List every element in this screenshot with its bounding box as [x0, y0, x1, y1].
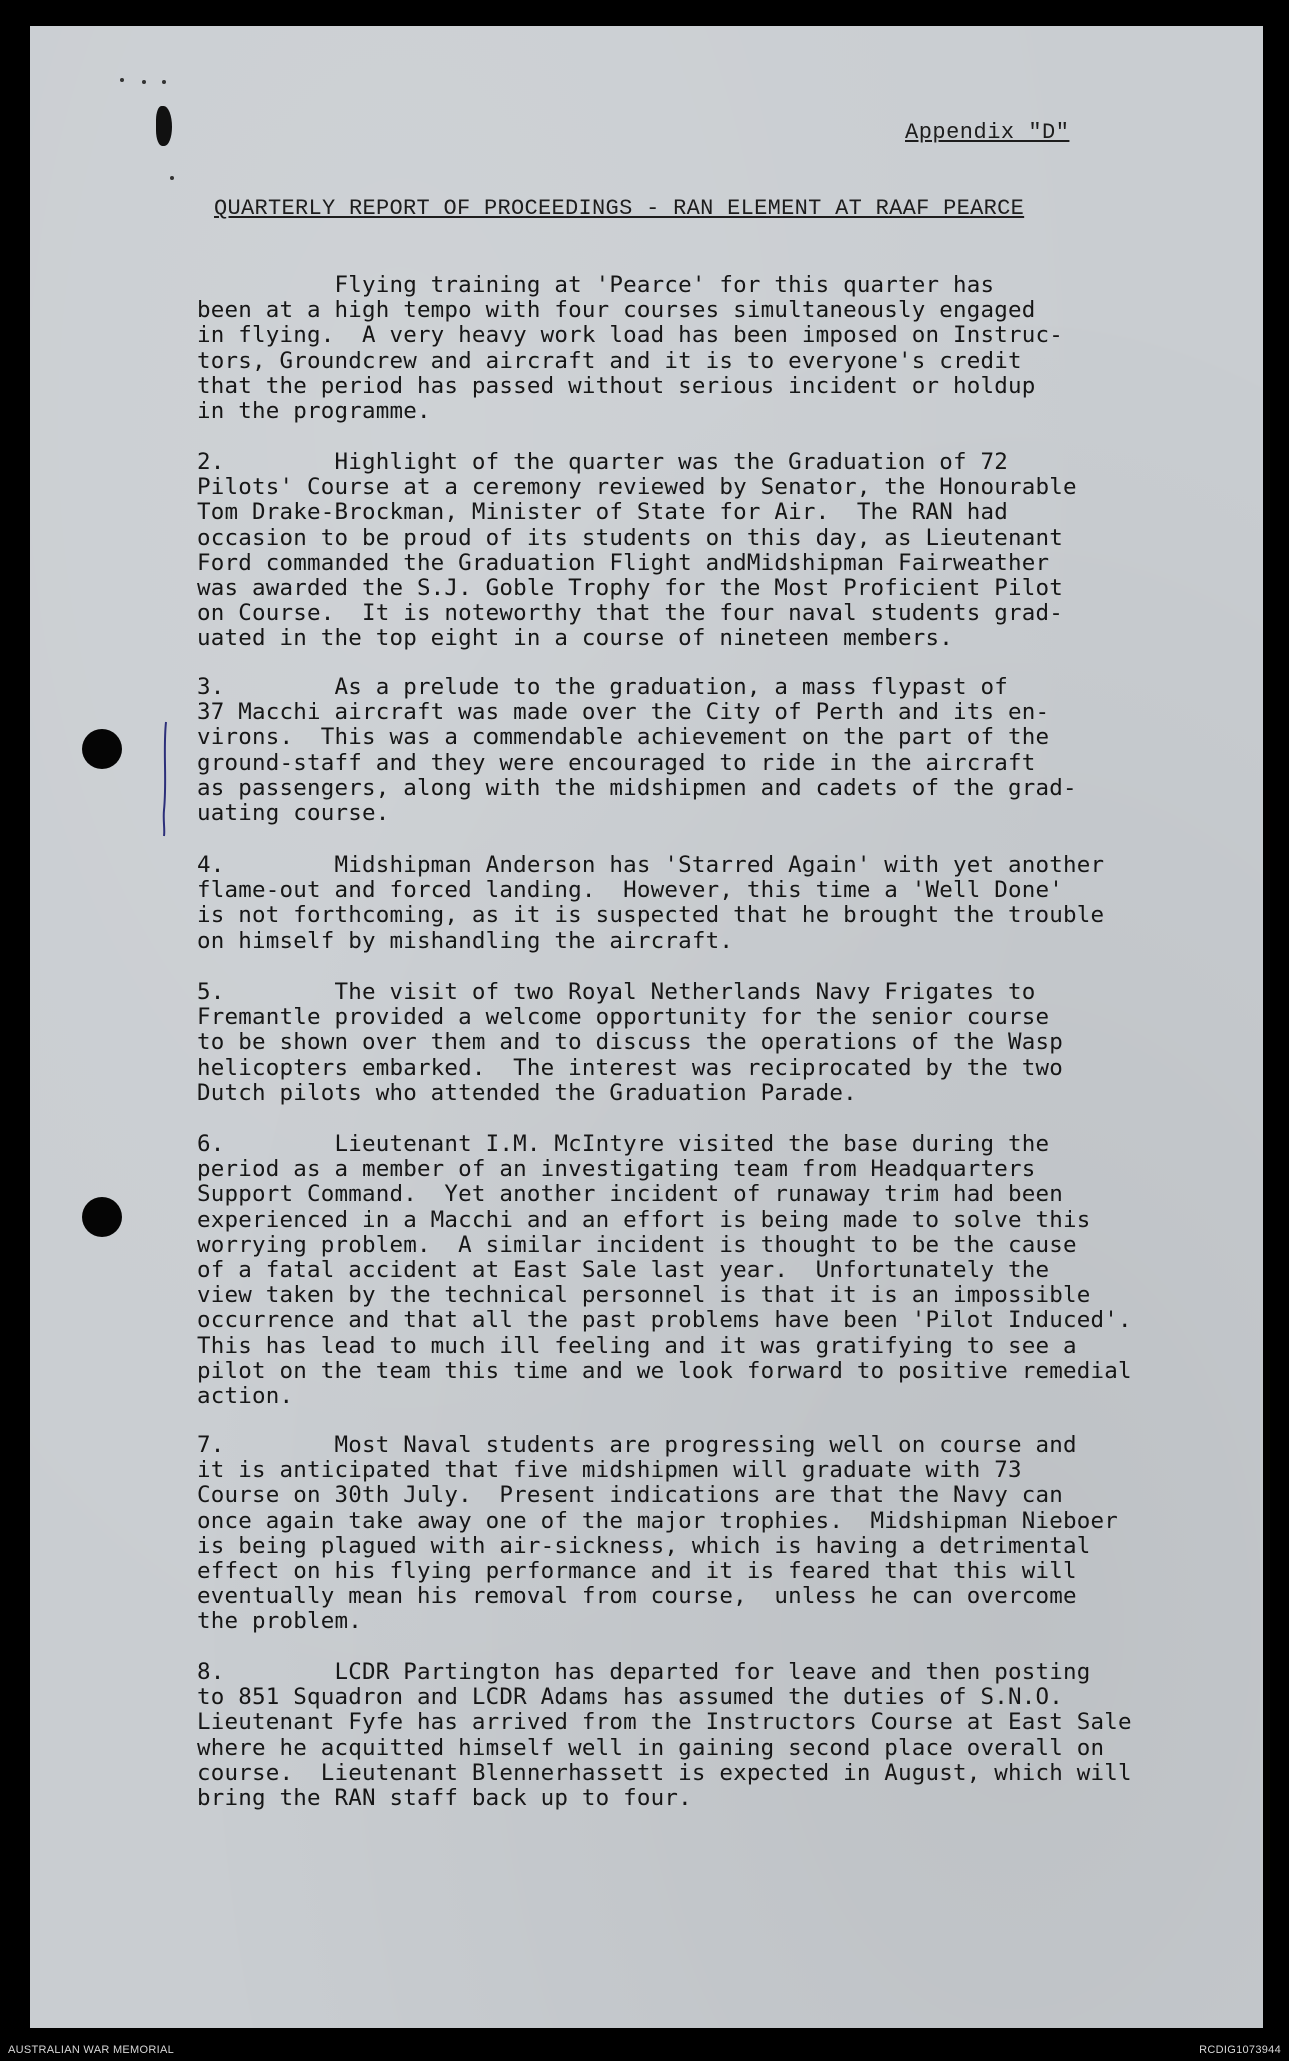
speck-mark	[162, 80, 166, 84]
paragraph-2: 2. Highlight of the quarter was the Graduation of 72 Pilots' Course at a ceremony reviewed by Senator, the Honourable Tom Drake-Brockman, Minister of State for Air. The RAN had occasion to be proud of its students on this day, as Lieutenant Ford commanded the Graduation Flight andMidshipman Fairweather was awarded the S.J. Goble Trophy for the Most Proficient Pilot on Course. It is noteworthy that the four naval students grad- uated in the top eight in a course of nineteen members.	[197, 449, 1077, 652]
speck-mark	[170, 176, 174, 180]
ink-blot-mark	[156, 106, 172, 146]
footer-record-id: RCDIG1073944	[1199, 2044, 1281, 2056]
punch-hole-upper	[82, 729, 122, 769]
paragraph-3: 3. As a prelude to the graduation, a mass flypast of 37 Macchi aircraft was made over the City of Perth and its en- virons. This was a commendable achievement on the part of the ground-staff and they were encouraged to ride in the aircraft as passengers, along with the midshipmen and cadets of the grad- uating course.	[197, 674, 1077, 827]
speck-mark	[142, 80, 146, 84]
footer-archive-label: AUSTRALIAN WAR MEMORIAL	[8, 2044, 175, 2056]
paragraph-5: 5. The visit of two Royal Netherlands Navy Frigates to Fremantle provided a welcome opportunity for the senior course to be shown over them and to discuss the operations of the Wasp helicopters embarked. The interest was reciprocated by the two Dutch pilots who attended the Graduation Parade.	[197, 979, 1064, 1106]
paragraph-7: 7. Most Naval students are progressing well on course and it is anticipated that five midshipmen will graduate with 73 Course on 30th July. Present indications are that the Navy can once again take away one of the major trophies. Midshipman Nieboer is being plagued with air-sickness, which is having a detrimental effect on his flying performance and it is feared that this will eventually mean his removal from course, unless he can overcome the problem.	[197, 1432, 1118, 1635]
margin-pen-mark	[161, 720, 169, 838]
document-title: QUARTERLY REPORT OF PROCEEDINGS - RAN ELEMENT AT RAAF PEARCE	[214, 196, 1025, 221]
punch-hole-lower	[82, 1197, 122, 1237]
paragraph-4: 4. Midshipman Anderson has 'Starred Again' with yet another flame-out and forced landing. However, this time a 'Well Done' is not forthcoming, as it is suspected that he brought the trouble on himself by mishandling the aircraft.	[197, 852, 1105, 954]
paragraph-6: 6. Lieutenant I.M. McIntyre visited the base during the period as a member of an investigating team from Headquarters Support Command. Yet another incident of runaway trim had been experienced in a Macchi and an effort is being made to solve this worrying problem. A similar incident is thought to be the cause of a fatal accident at East Sale last year. Unfortunately the view taken by the technical personnel is that it is an impossible occurrence and that all the past problems have been 'Pilot Induced'. This has lead to much ill feeling and it was gratifying to see a pilot on the team this time and we look forward to positive remedial action.	[197, 1131, 1132, 1410]
paragraph-8: 8. LCDR Partington has departed for leave and then posting to 851 Squadron and LCDR Adams has assumed the duties of S.N.O. Lieutenant Fyfe has arrived from the Instructors Course at East Sale where he acquitted himself well in gaining second place overall on course. Lieutenant Blennerhassett is expected in August, which will bring the RAN staff back up to four.	[197, 1659, 1132, 1812]
appendix-label: Appendix "D"	[905, 120, 1070, 145]
speck-mark	[120, 78, 124, 82]
paragraph-1: Flying training at 'Pearce' for this quarter has been at a high tempo with four courses simultaneously engaged in flying. A very heavy work load has been imposed on Instruc- tors, Groundcrew and aircraft and it is to everyone's credit that the period has passed without serious incident or holdup in the programme.	[197, 272, 1064, 425]
